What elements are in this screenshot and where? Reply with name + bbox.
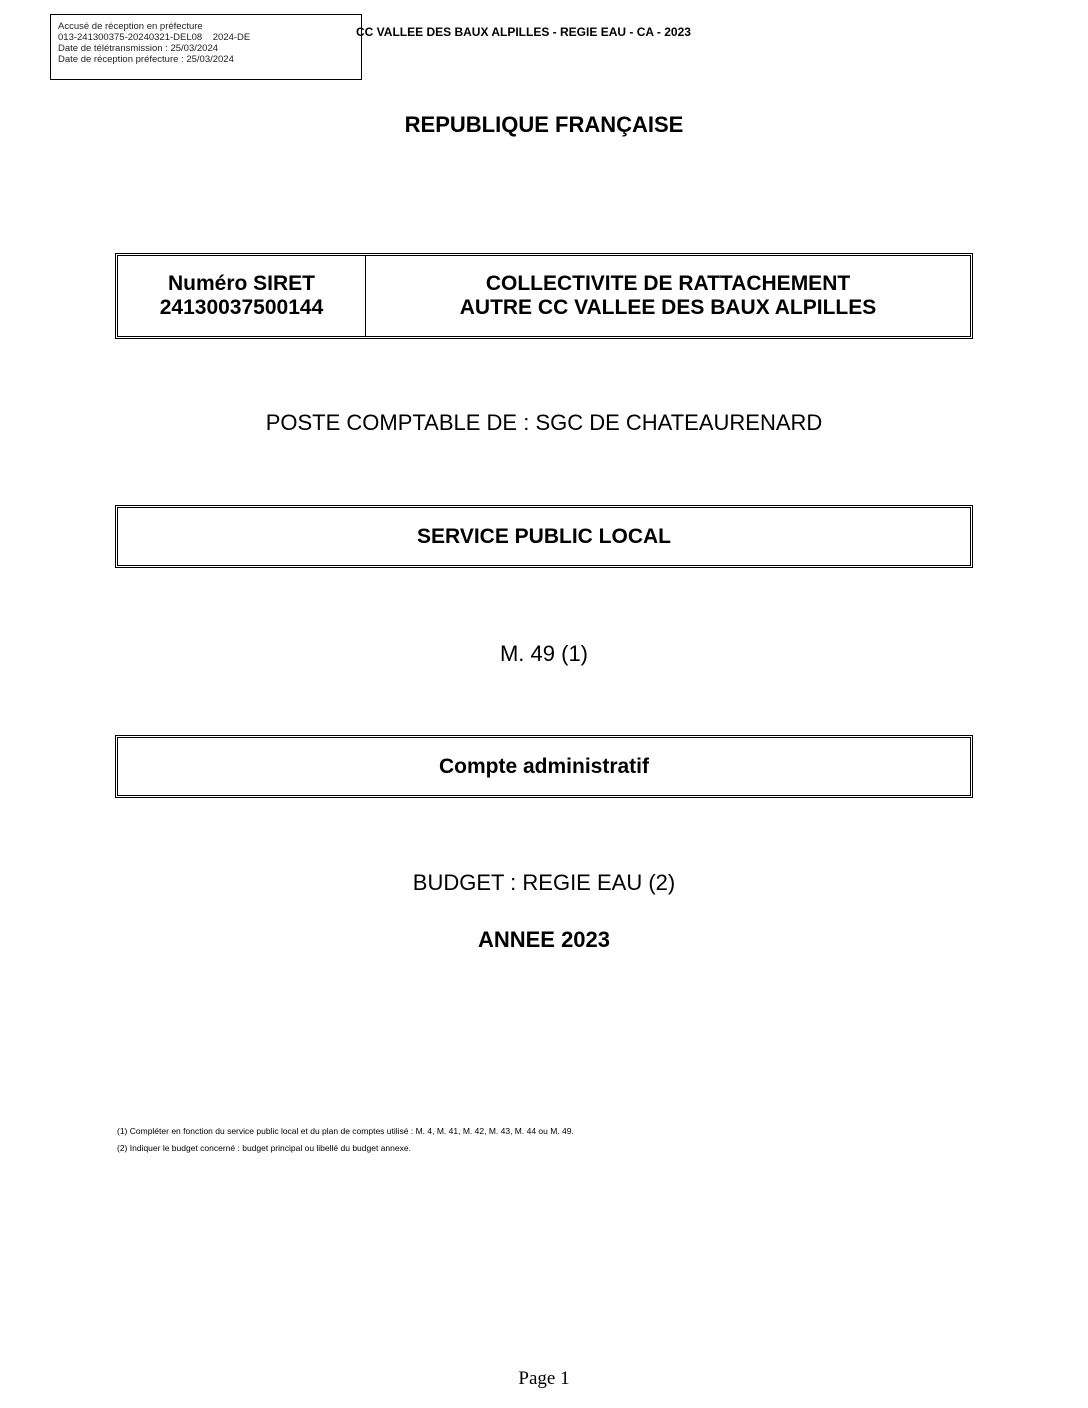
service-label: SERVICE PUBLIC LOCAL <box>417 524 671 548</box>
identification-box <box>115 253 973 339</box>
siret-label: Numéro SIRET <box>167 272 316 295</box>
siret-cell <box>118 256 366 336</box>
running-header: CC VALLEE DES BAUX ALPILLES - REGIE EAU - CA - 2023 <box>356 25 691 39</box>
siret-value: 24130037500144 <box>159 296 324 319</box>
stamp-line-reference: 013-241300375-20240321-DEL08 2024-DE <box>58 32 251 43</box>
document-type-label: Compte administratif <box>438 754 650 778</box>
service-box <box>115 505 973 568</box>
prefecture-receipt-stamp <box>50 14 362 80</box>
collectivite-cell <box>366 256 970 336</box>
footnotes <box>117 1123 574 1157</box>
republique-title: REPUBLIQUE FRANÇAISE <box>404 112 684 137</box>
budget-label: BUDGET : REGIE EAU (2) <box>412 870 676 895</box>
footnote-1: (1) Compléter en fonction du service public local et du plan de comptes utilisé : M. 4, M. 41, M. 42, M. 43, M. 44 ou M. 49. <box>117 1126 574 1136</box>
poste-comptable: POSTE COMPTABLE DE : SGC DE CHATEAURENARD <box>265 410 823 435</box>
document-type-box <box>115 735 973 798</box>
annee-label: ANNEE 2023 <box>477 927 611 952</box>
stamp-line-transmission-date: Date de télétransmission : 25/03/2024 <box>58 43 219 54</box>
collectivite-line2: AUTRE CC VALLEE DES BAUX ALPILLES <box>459 296 877 319</box>
footnote-2: (2) Indiquer le budget concerné : budget principal ou libellé du budget annexe. <box>117 1143 411 1153</box>
stamp-line-receipt: Accusé de réception en préfecture <box>58 21 203 32</box>
nomenclature: M. 49 (1) <box>499 641 589 666</box>
stamp-line-reception-date: Date de réception préfecture : 25/03/2024 <box>58 54 234 65</box>
page-number: Page 1 <box>518 1368 570 1389</box>
collectivite-line1: COLLECTIVITE DE RATTACHEMENT <box>485 272 851 295</box>
